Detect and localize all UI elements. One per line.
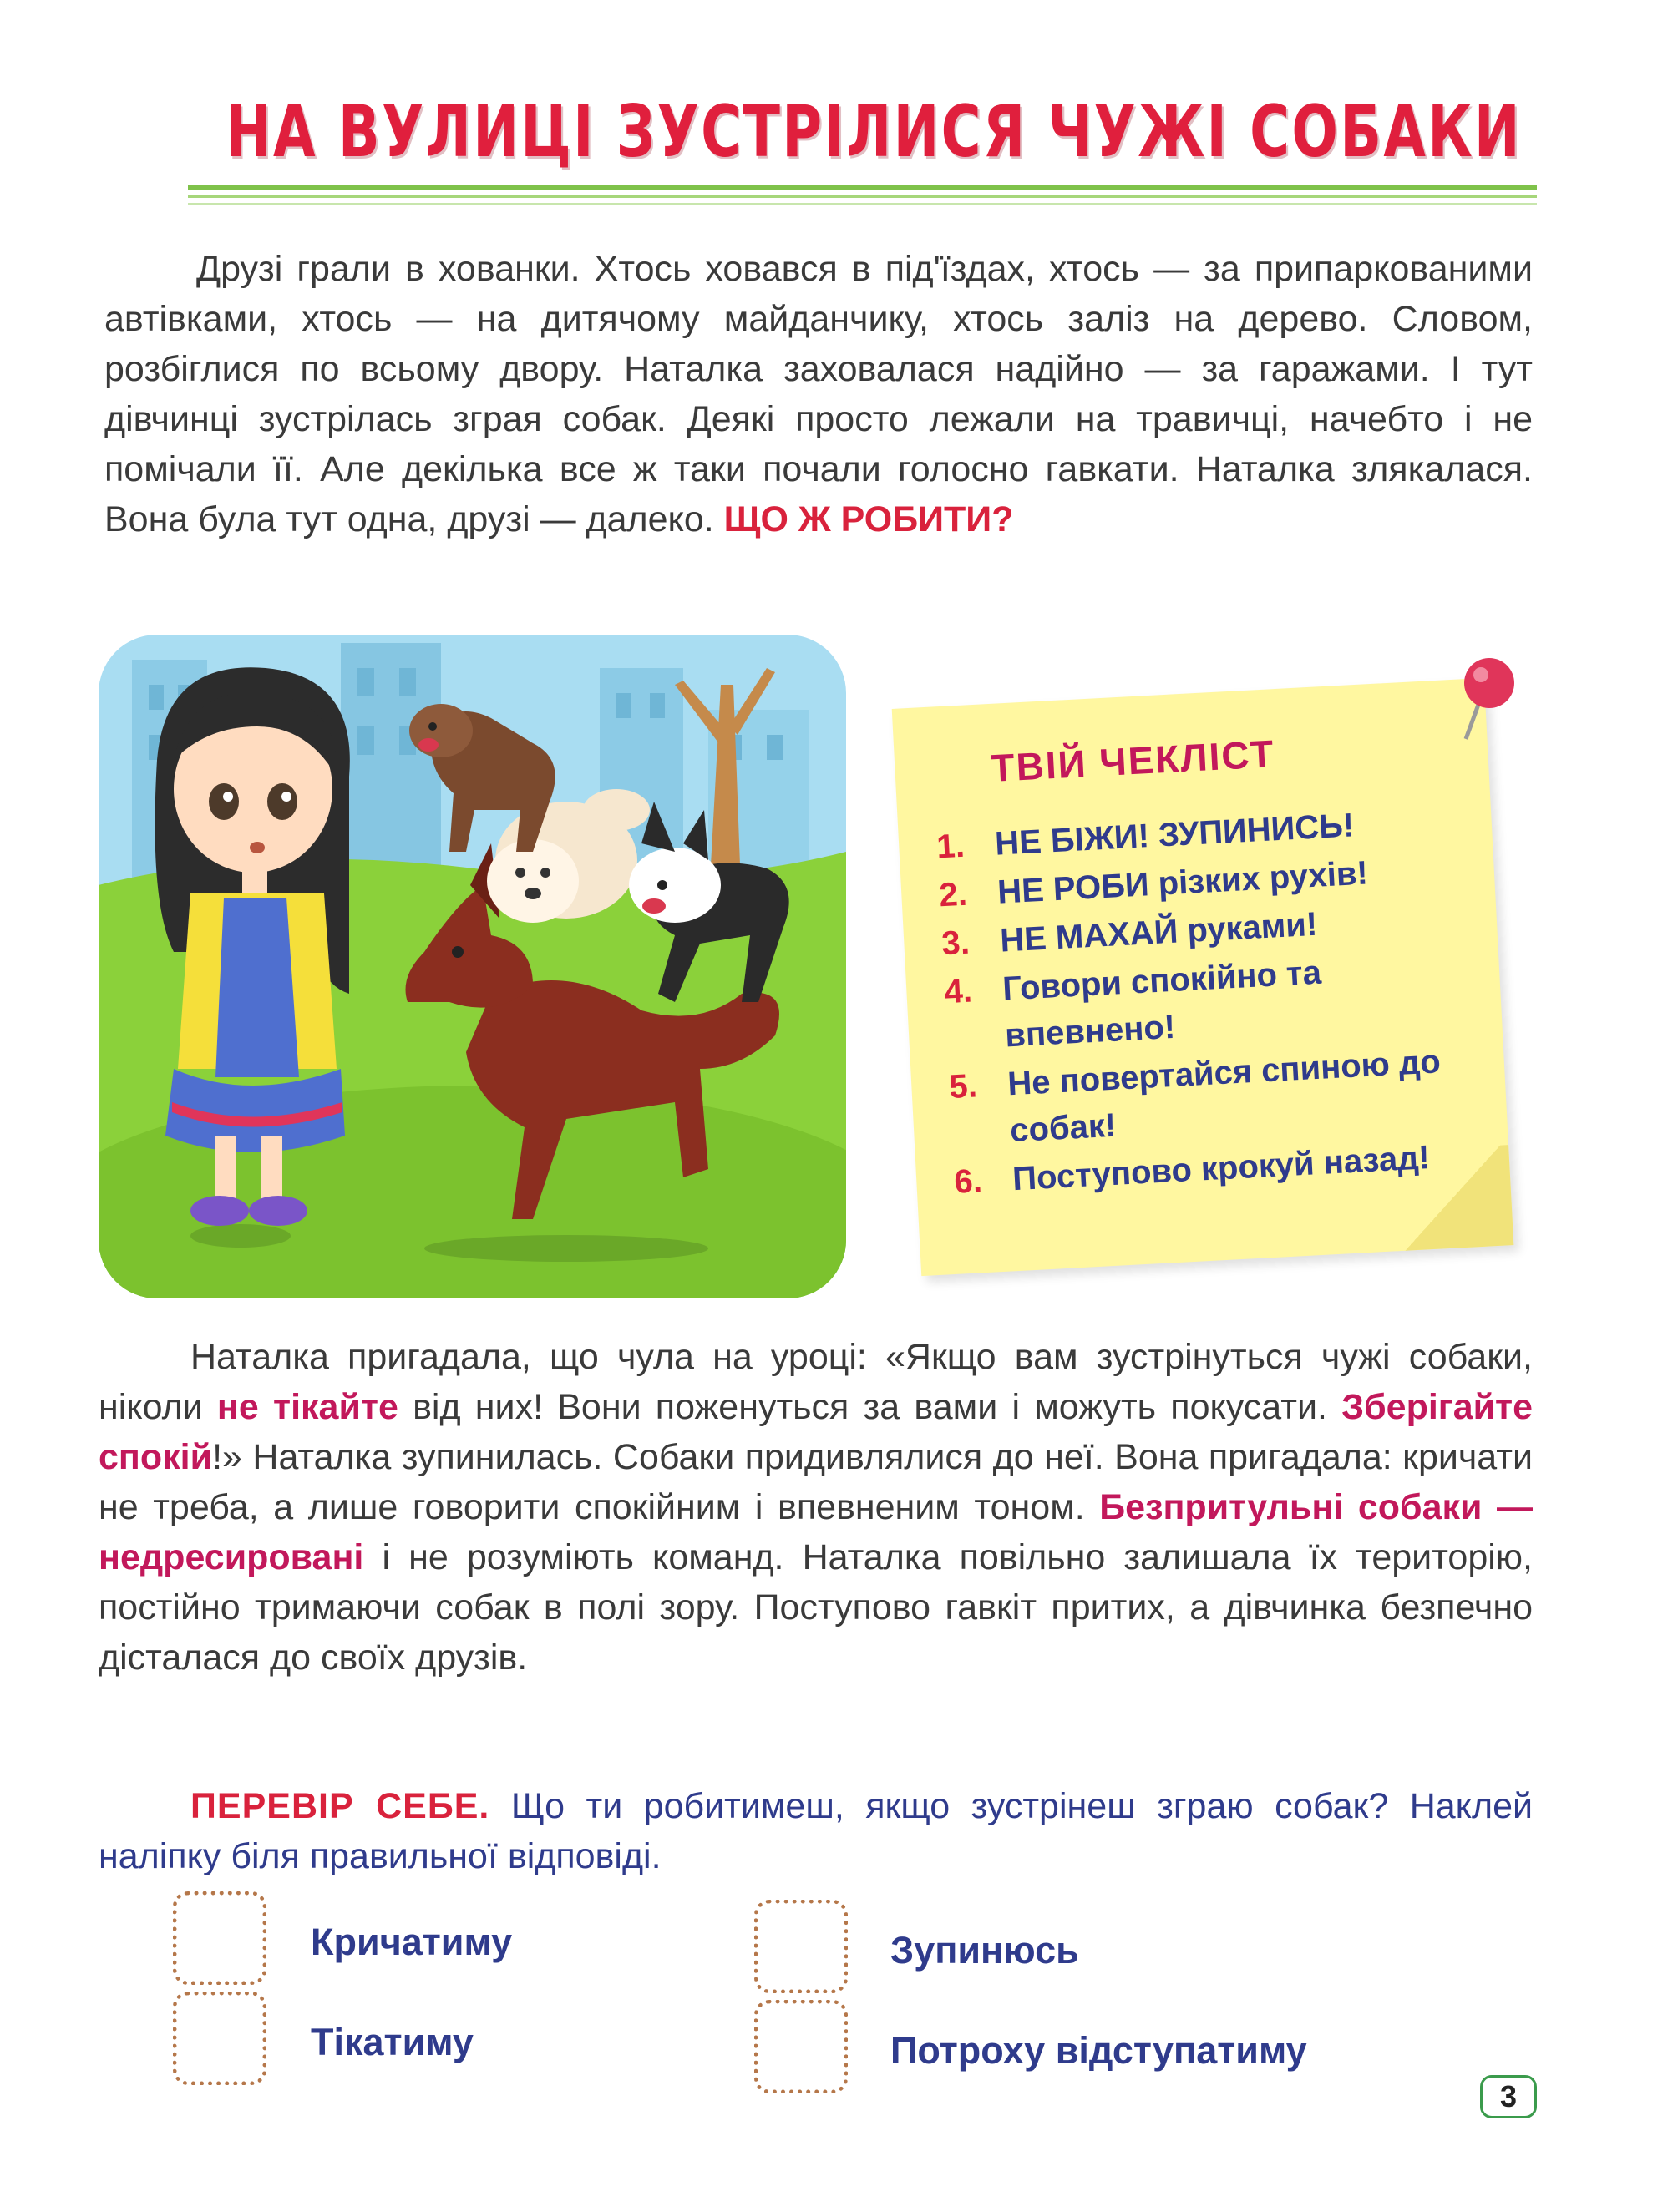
sticker-slot[interactable] xyxy=(173,1992,266,2085)
quiz-prompt xyxy=(99,1781,1533,1881)
highlight-stray-dogs: Безпритульні собаки — недресировані xyxy=(99,1487,1533,1577)
answer-option: Зупинюсь xyxy=(890,1929,1079,1972)
story-paragraph: Наталка пригадала, що чула на уроці: «Якщо вам зустрінуться чужі собаки, ніколи не тікайте від них! Вони поженуться за вами і можуть покусати. Зберігайте спокій!» Наталка зупинилась. Собаки придивлялися до неї. Вона пригадала: кричати не треба, а лише говорити спокійним і впевненим тоном. Безпритульні собаки — недресировані і не розуміють команд. Наталка повільно залишала їх територію, постійно тримаючи собак в полі зору. Поступово гавкіт притих, а дівчинка безпечно дісталася до своїх друзів. xyxy=(99,1337,1534,1678)
intro-text: Друзі грали в хованки. Хтось ховався в під'їздах, хтось — за припаркованими автівками, хтось — на дитячому майданчику, хтось заліз на дерево. Словом, розбіглися по всьому двору. Наталка заховалася надійно — за гаражами. І тут дівчинці зустрілась зграя собак. Деякі просто лежали на травичці, начебто і не помічали її. Але декілька все ж таки почали голосно гавкати. Наталка злякалася. Вона була тут одна, друзі — далеко. xyxy=(104,249,1533,539)
quiz-heading: ПЕРЕВІР СЕБЕ. xyxy=(190,1786,490,1826)
push-pin-icon xyxy=(1449,651,1524,743)
sticker-slot[interactable] xyxy=(754,1900,848,1993)
checklist-item: 4. Говори спокійно та впевнено! xyxy=(943,954,1322,1055)
checklist-item: 3. НЕ МАХАЙ руками! xyxy=(940,905,1319,963)
checklist-title: ТВІЙ ЧЕКЛІСТ xyxy=(990,731,1276,790)
intro-paragraph xyxy=(104,244,1533,544)
checklist-item: 5. Не повертайся спиною до собак! xyxy=(948,1043,1442,1150)
checklist-item: 2. НЕ РОБИ різких рухів! xyxy=(938,854,1369,914)
answer-option: Кричатиму xyxy=(311,1921,513,1963)
answer-option: Тікатиму xyxy=(311,2021,474,2063)
title-underline xyxy=(188,195,1537,198)
highlight-stay-calm: Зберігайте спокій xyxy=(99,1387,1534,1477)
answer-option: Потроху відступатиму xyxy=(890,2029,1307,2072)
quiz-question: Що ти робитимеш, якщо зустрінеш зграю собак? Наклей наліпку біля правильної відповіді. xyxy=(99,1786,1534,1876)
checklist-note xyxy=(892,678,1514,1276)
highlight-dont-run: не тікайте xyxy=(216,1387,398,1427)
title-underline xyxy=(188,203,1537,205)
title-underline xyxy=(188,185,1537,190)
page-number: 3 xyxy=(1480,2075,1537,2118)
checklist-item: 6. Поступово крокуй назад! xyxy=(953,1139,1431,1201)
sticker-slot[interactable] xyxy=(173,1891,266,1985)
page-title: НА ВУЛИЦІ ЗУСТРІЛИСЯ ЧУЖІ СОБАКИ xyxy=(226,90,1522,174)
sticker-slot[interactable] xyxy=(754,2000,848,2093)
checklist-list xyxy=(935,795,1498,1207)
illustration-girl-and-dogs xyxy=(99,635,846,1298)
checklist-item: 1. НЕ БІЖИ! ЗУПИНИСЬ! xyxy=(935,807,1356,866)
intro-question: ЩО Ж РОБИТИ? xyxy=(723,499,1014,539)
